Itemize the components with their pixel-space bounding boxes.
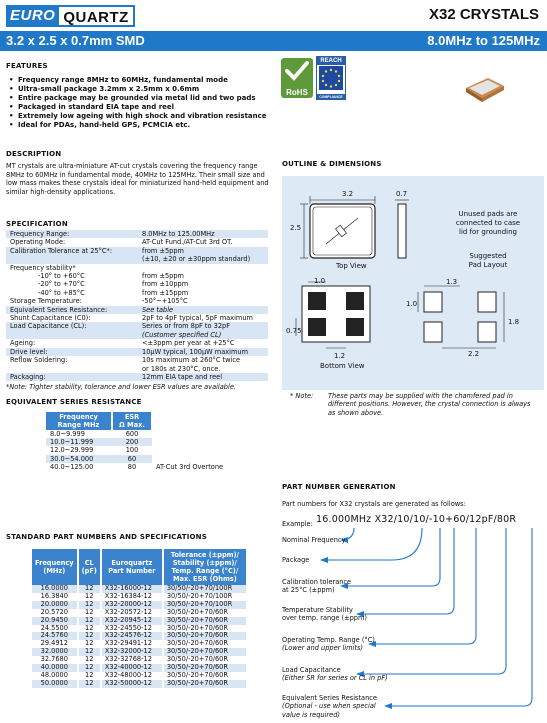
esr-row: [46, 463, 252, 471]
std-cell: 30/50/-20+70/60R: [163, 632, 247, 640]
esr-cell: 12.0~29.999: [50, 446, 94, 455]
std-header-cl: CL (pF): [78, 549, 101, 585]
std-row: [32, 680, 247, 688]
std-cell: 20.0000: [32, 601, 78, 609]
std-cell: 12: [78, 632, 101, 640]
spec-row: [6, 238, 268, 246]
feature-item: • Frequency range 8MHz to 60MHz, fundamental mode: [6, 76, 281, 85]
package-size: 3.2 x 2.5 x 0.7mm SMD: [6, 33, 145, 48]
esr-cell: 100: [125, 446, 139, 455]
std-cell: X32-32000-12: [101, 648, 163, 656]
spec-value: from ±5ppm (±10, ±20 or ±30ppm standard): [138, 247, 268, 264]
spec-key: Ageing:: [10, 339, 36, 348]
feature-item: • Extremely low ageing with high shock and vibration resistance: [6, 112, 281, 121]
std-cell: 50.0000: [32, 680, 78, 688]
std-cell: X32-48000-12: [101, 672, 163, 680]
spec-key: Equivalent Series Resistance:: [6, 306, 138, 314]
dim-height: 2.5: [290, 224, 302, 232]
esr-cell: 60: [112, 455, 152, 463]
esr-row: [46, 430, 252, 438]
spec-row: [6, 356, 268, 373]
std-cell: 30/50/-20+70/60R: [163, 656, 247, 664]
std-cell: 12: [78, 672, 101, 680]
spec-value: 10s maximum at 260°C twice or 180s at 230°C, once.: [142, 356, 241, 373]
dim-thickness: 0.7: [396, 190, 408, 198]
specification-table: [6, 230, 268, 381]
spec-key: Drive level:: [6, 348, 138, 356]
std-cell: X32-16000-12: [101, 585, 163, 593]
standard-parts-title: STANDARD PART NUMBERS AND SPECIFICATIONS: [6, 533, 207, 541]
logo-quartz: QUARTZ: [59, 5, 135, 27]
esr-header-esr: ESR Ω Max.: [112, 412, 152, 430]
std-cell: 12: [78, 585, 101, 593]
crystal-package-image: [462, 74, 508, 104]
std-cell: 20.5720: [32, 609, 78, 617]
std-cell: 30/50/-20+70/60R: [163, 617, 247, 625]
bottom-dim-1: 1.0: [314, 277, 326, 285]
spec-key: Calibration Tolerance at 25°C*:: [6, 247, 138, 264]
std-cell: X32-50000-12: [101, 680, 163, 688]
spec-row: [6, 314, 268, 322]
pad-dim-22: 2.2: [468, 350, 480, 358]
specification-title: SPECIFICATION: [6, 220, 68, 228]
pad-dim-13: 1.3: [446, 278, 458, 286]
product-title: X32 CRYSTALS: [428, 6, 539, 23]
std-cell: 12: [78, 601, 101, 609]
esr-cell: AT-Cut 3rd Overtone: [156, 462, 224, 471]
title-band: [0, 31, 547, 51]
suggested-layout-label: Suggested Pad Layout: [468, 252, 508, 269]
spec-row: [6, 306, 268, 314]
spec-row: [6, 289, 268, 297]
description-text: MT crystals are ultra-miniature AT-cut crystals covering the frequency range 8MHz to 60MHz in fundamental mode, 40MHz to 125MHz. Their small size and low mass makes these crystals ideal for miniaturized hand-held equipment and similar high-density applications.: [6, 162, 269, 196]
spec-value: <±3ppm per year at +25°C: [142, 339, 235, 348]
std-cell: 30/50/-20+70/60R: [163, 664, 247, 672]
spec-row: [6, 373, 268, 381]
esr-cell: 600: [125, 430, 139, 438]
std-header-frequency: Frequency (MHz): [32, 549, 78, 585]
esr-title: EQUIVALENT SERIES RESISTANCE: [6, 398, 142, 406]
std-cell: 30/50/-20+70/60R: [163, 680, 247, 688]
pn-label-calibration: Calibration tolerance at 25°C (±ppm): [282, 578, 352, 595]
esr-cell: [152, 430, 252, 438]
pad-dim-10: 1.0: [406, 300, 418, 308]
pn-label-package: Package: [282, 556, 310, 564]
std-cell: 16.0000: [32, 585, 78, 593]
spec-row: [6, 339, 268, 347]
spec-key: -40° to +85°C: [38, 288, 85, 297]
spec-row: [6, 230, 268, 238]
std-cell: 12: [78, 609, 101, 617]
std-cell: 30/50/-20+70/60R: [163, 640, 247, 648]
outline-note: These parts may be supplied with the chamfered pad in different positions. However, the crystal connection is always as shown above.: [328, 392, 531, 417]
spec-value: 12mm EIA tape and reel: [138, 373, 268, 381]
std-cell: X32-29491-12: [101, 640, 163, 648]
spec-value: [138, 264, 268, 272]
example-part-number: 16.000MHz X32/10/10/-10+60/12pF/80R: [316, 514, 517, 525]
spec-key: Reflow Soldering:: [10, 356, 68, 365]
spec-value: from ±10ppm: [142, 280, 189, 289]
part-number-leaders: [282, 526, 544, 720]
description-title: DESCRIPTION: [6, 150, 62, 158]
eu-stars-icon: [317, 65, 345, 91]
top-view-label: Top View: [336, 262, 367, 270]
feature-item: • Ultra-small package 3.2mm x 2.5mm x 0.6mm: [6, 85, 281, 94]
spec-key: Storage Temperature:: [10, 297, 82, 306]
esr-row: [46, 455, 252, 463]
reach-label: REACH: [317, 57, 345, 65]
std-cell: 32.7680: [32, 656, 78, 664]
spec-note: *Note: Tighter stability, tolerance and lower ESR values are available.: [6, 383, 236, 391]
std-cell: 12: [78, 656, 101, 664]
feature-item: • Entire package may be grounded via metal lid and two pads: [6, 94, 281, 103]
std-cell: 48.0000: [32, 672, 78, 680]
esr-cell: 10.0~11.999: [46, 438, 112, 446]
pn-label-frequency: Nominal Frequency: [282, 536, 346, 544]
std-cell: 12: [78, 680, 101, 688]
std-cell: 12: [78, 617, 101, 625]
std-cell: 12: [78, 664, 101, 672]
spec-value: 2pF to 4pF typical, 5pF maximum: [142, 314, 253, 323]
std-cell: 30/50/-20+70/60R: [163, 648, 247, 656]
part-number-intro: Part numbers for X32 crystals are generated as follows:: [282, 500, 466, 508]
std-cell: 32.0000: [32, 648, 78, 656]
std-cell: 30/50/-20+70/100R: [163, 601, 247, 609]
spec-value: from ±15ppm: [142, 288, 189, 297]
spec-row: [6, 322, 268, 339]
esr-row: [46, 438, 252, 446]
spec-value: -50°~+105°C: [142, 297, 188, 306]
std-cell: X32-32768-12: [101, 656, 163, 664]
std-cell: X32-20945-12: [101, 617, 163, 625]
pn-label-stability: Temperature Stability over temp. range (±ppm): [282, 606, 367, 623]
esr-cell: 40.0~125.00: [50, 462, 94, 471]
spec-key: Frequency stability*: [10, 263, 76, 272]
spec-value: from ±5ppm: [142, 272, 184, 281]
std-cell: 30/50/-20+70/100R: [163, 593, 247, 601]
spec-row: [6, 247, 268, 264]
esr-header-frequency: Frequency Range MHz: [46, 412, 112, 430]
esr-cell: 200: [112, 438, 152, 446]
spec-key: Packaging:: [6, 373, 138, 381]
std-cell: X32-20000-12: [101, 601, 163, 609]
feature-item: • Packaged in standard EIA tape and reel: [6, 103, 281, 112]
std-cell: 20.9450: [32, 617, 78, 625]
esr-row: [46, 446, 252, 454]
compliance-label: COMPLIANCE: [317, 94, 345, 100]
frequency-range-banner: 8.0MHz to 125MHz: [427, 33, 540, 48]
spec-key: -20° to +70°C: [38, 280, 85, 289]
esr-cell: 30.0~54.000: [46, 455, 112, 463]
spec-value: 8.0MHz to 125.00MHz: [138, 230, 268, 238]
std-cell: 30/50/-20+70/60R: [163, 625, 247, 633]
logo-euro: EURO: [6, 5, 59, 27]
reach-badge: [316, 56, 346, 100]
spec-value: Series or from 8pF to 32pF (Customer specified CL): [138, 322, 268, 339]
esr-cell: 80: [127, 462, 137, 471]
bottom-dim-075: 0.75: [286, 327, 302, 335]
std-cell: X32-24576-12: [101, 632, 163, 640]
rohs-label: RoHS: [286, 87, 308, 97]
esr-cell: [152, 446, 252, 454]
std-cell: 12: [78, 625, 101, 633]
euroquartz-logo: [6, 5, 135, 27]
std-cell: 40.0000: [32, 664, 78, 672]
bottom-dim-12: 1.2: [334, 352, 346, 360]
feature-item: • Ideal for PDAs, hand-held GPS, PCMCIA etc.: [6, 121, 281, 130]
std-header-part-number: Euroquartz Part Number: [101, 549, 163, 585]
rohs-badge: [281, 58, 313, 98]
std-cell: 12: [78, 648, 101, 656]
outline-note-key: * Note:: [290, 392, 314, 400]
esr-cell: 8.0~9.999: [50, 430, 85, 438]
part-number-title: PART NUMBER GENERATION: [282, 483, 396, 491]
std-header-tolerance: Tolerance (±ppm)/ Stability (±ppm)/ Temp. Range (°C)/ Max. ESR (Ohms): [163, 549, 247, 585]
spec-row: [6, 348, 268, 356]
features-title: FEATURES: [6, 62, 48, 70]
spec-key: -10° to +60°C: [38, 272, 85, 281]
spec-row: [6, 272, 268, 280]
outline-title: OUTLINE & DIMENSIONS: [282, 160, 382, 168]
esr-cell: [152, 455, 252, 463]
std-cell: X32-16384-12: [101, 593, 163, 601]
unused-pads-note: Unused pads are connected to case lid for grounding: [455, 210, 521, 236]
std-cell: 30/50/-20+70/100R: [163, 585, 247, 593]
pn-label-esr: Equivalent Series Resistance (Optional - use when special value is required): [282, 694, 377, 719]
pn-label-temp-range: Operating Temp. Range (°C) (Lower and upper limits): [282, 636, 375, 653]
std-cell: X32-20572-12: [101, 609, 163, 617]
features-list: [6, 76, 281, 130]
spec-key: Load Capacitance (CL):: [6, 322, 138, 339]
std-cell: 24.5500: [32, 625, 78, 633]
std-cell: 12: [78, 593, 101, 601]
std-cell: X32-24550-12: [101, 625, 163, 633]
std-cell: 16.3840: [32, 593, 78, 601]
example-label: Example:: [282, 520, 313, 528]
spec-row: [6, 280, 268, 288]
esr-cell: [152, 438, 252, 446]
std-cell: 30/50/-20+70/60R: [163, 609, 247, 617]
std-cell: 24.5760: [32, 632, 78, 640]
dim-width: 3.2: [342, 190, 354, 198]
std-cell: 12: [78, 640, 101, 648]
check-icon: [281, 58, 313, 84]
spec-key: Frequency Range:: [6, 230, 138, 238]
bottom-view-label: Bottom View: [320, 362, 365, 370]
pn-label-load-capacitance: Load Capacitance (Either SR for series or CL in pF): [282, 666, 388, 683]
spec-key: Shunt Capacitance (C0):: [10, 314, 91, 323]
pad-dim-18: 1.8: [508, 318, 520, 326]
spec-value: See table: [138, 306, 268, 314]
std-cell: 30/50/-20+70/60R: [163, 672, 247, 680]
standard-parts-table: [32, 549, 248, 688]
std-cell: X32-40000-12: [101, 664, 163, 672]
spec-key: Operating Mode:: [10, 238, 66, 247]
spec-value: 10μW typical, 100μW maximum: [138, 348, 268, 356]
std-cell: 29.4912: [32, 640, 78, 648]
spec-value: AT-Cut Fund./AT-Cut 3rd OT.: [142, 238, 233, 247]
esr-table: [46, 412, 253, 471]
spec-row: [6, 264, 268, 272]
spec-row: [6, 297, 268, 305]
